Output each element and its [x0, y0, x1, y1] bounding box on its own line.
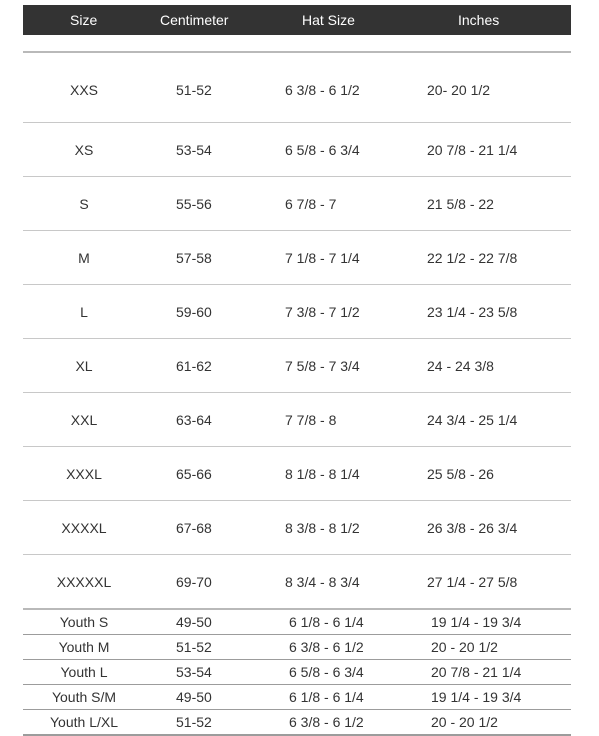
inches-cell: 22 1/2 - 22 7/8	[427, 249, 518, 266]
size-label: M	[78, 249, 90, 266]
header-hat-size: Hat Size	[302, 12, 355, 28]
hat-size-cell: 6 5/8 - 6 3/4	[289, 664, 364, 680]
centimeter-cell: 55-56	[176, 195, 212, 212]
size-label: Youth S	[59, 614, 109, 630]
table-row	[23, 660, 571, 685]
centimeter-cell: 51-52	[176, 639, 212, 655]
hat-size-cell: 6 5/8 - 6 3/4	[285, 141, 360, 158]
inches-cell: 23 1/4 - 23 5/8	[427, 303, 518, 320]
table-row	[23, 610, 571, 635]
size-label: XXS	[69, 82, 99, 98]
header-inches: Inches	[458, 12, 500, 28]
inches-cell: 20 - 20 1/2	[431, 714, 498, 730]
inches-cell: 24 3/4 - 25 1/4	[427, 411, 518, 428]
table-row	[23, 555, 571, 610]
inches-cell: 20 - 20 1/2	[431, 639, 498, 655]
table-row	[23, 177, 571, 231]
hat-size-cell: 6 3/8 - 6 1/2	[285, 82, 360, 98]
hat-size-cell: 6 1/8 - 6 1/4	[289, 689, 364, 705]
table-row	[23, 393, 571, 447]
size-label: S	[79, 195, 89, 212]
hat-size-cell: 8 3/4 - 8 3/4	[285, 573, 360, 590]
size-label: Youth L	[60, 664, 108, 680]
size-label: Youth S/M	[51, 689, 117, 705]
size-label: XXL	[70, 411, 98, 428]
inches-cell: 26 3/8 - 26 3/4	[427, 519, 518, 536]
size-label: Youth L/XL	[50, 714, 118, 730]
header-divider	[23, 35, 571, 53]
size-label: XXXXL	[61, 519, 107, 536]
table-row	[23, 501, 571, 555]
inches-cell: 20 7/8 - 21 1/4	[427, 141, 518, 158]
table-row	[23, 285, 571, 339]
youth-rows	[23, 610, 571, 736]
size-chart-table	[23, 5, 571, 736]
size-label: XXXL	[66, 465, 102, 482]
centimeter-cell: 53-54	[176, 664, 212, 680]
table-header	[23, 5, 571, 35]
hat-size-cell: 7 7/8 - 8	[285, 411, 337, 428]
hat-size-cell: 8 3/8 - 8 1/2	[285, 519, 360, 536]
hat-size-cell: 8 1/8 - 8 1/4	[285, 465, 360, 482]
centimeter-cell: 69-70	[176, 573, 212, 590]
table-row	[23, 635, 571, 660]
hat-size-cell: 7 1/8 - 7 1/4	[285, 249, 360, 266]
adult-rows	[23, 53, 571, 610]
table-row	[23, 710, 571, 736]
table-row	[23, 53, 571, 123]
hat-size-cell: 7 3/8 - 7 1/2	[285, 303, 360, 320]
centimeter-cell: 51-52	[176, 714, 212, 730]
size-label: XL	[75, 357, 93, 374]
centimeter-cell: 59-60	[176, 303, 212, 320]
header-centimeter: Centimeter	[160, 12, 229, 28]
inches-cell: 20- 20 1/2	[427, 82, 491, 98]
size-label: XXXXXL	[56, 573, 112, 590]
table-row	[23, 231, 571, 285]
inches-cell: 24 - 24 3/8	[427, 357, 494, 374]
centimeter-cell: 49-50	[176, 614, 212, 630]
centimeter-cell: 61-62	[176, 357, 212, 374]
centimeter-cell: 49-50	[176, 689, 212, 705]
hat-size-cell: 6 7/8 - 7	[285, 195, 337, 212]
size-label: Youth M	[58, 639, 110, 655]
inches-cell: 20 7/8 - 21 1/4	[431, 664, 522, 680]
centimeter-cell: 67-68	[176, 519, 212, 536]
table-row	[23, 447, 571, 501]
table-row	[23, 123, 571, 177]
hat-size-cell: 7 5/8 - 7 3/4	[285, 357, 360, 374]
inches-cell: 27 1/4 - 27 5/8	[427, 573, 518, 590]
size-label: XS	[74, 141, 94, 158]
hat-size-cell: 6 3/8 - 6 1/2	[289, 714, 364, 730]
table-row	[23, 685, 571, 710]
centimeter-cell: 63-64	[176, 411, 212, 428]
size-label: L	[80, 303, 88, 320]
hat-size-cell: 6 1/8 - 6 1/4	[289, 614, 364, 630]
centimeter-cell: 57-58	[176, 249, 212, 266]
hat-size-cell: 6 3/8 - 6 1/2	[289, 639, 364, 655]
centimeter-cell: 53-54	[176, 141, 212, 158]
centimeter-cell: 65-66	[176, 465, 212, 482]
header-size: Size	[70, 12, 98, 28]
table-row	[23, 339, 571, 393]
inches-cell: 19 1/4 - 19 3/4	[431, 689, 522, 705]
centimeter-cell: 51-52	[176, 82, 212, 98]
inches-cell: 19 1/4 - 19 3/4	[431, 614, 522, 630]
inches-cell: 21 5/8 - 22	[427, 195, 494, 212]
inches-cell: 25 5/8 - 26	[427, 465, 494, 482]
